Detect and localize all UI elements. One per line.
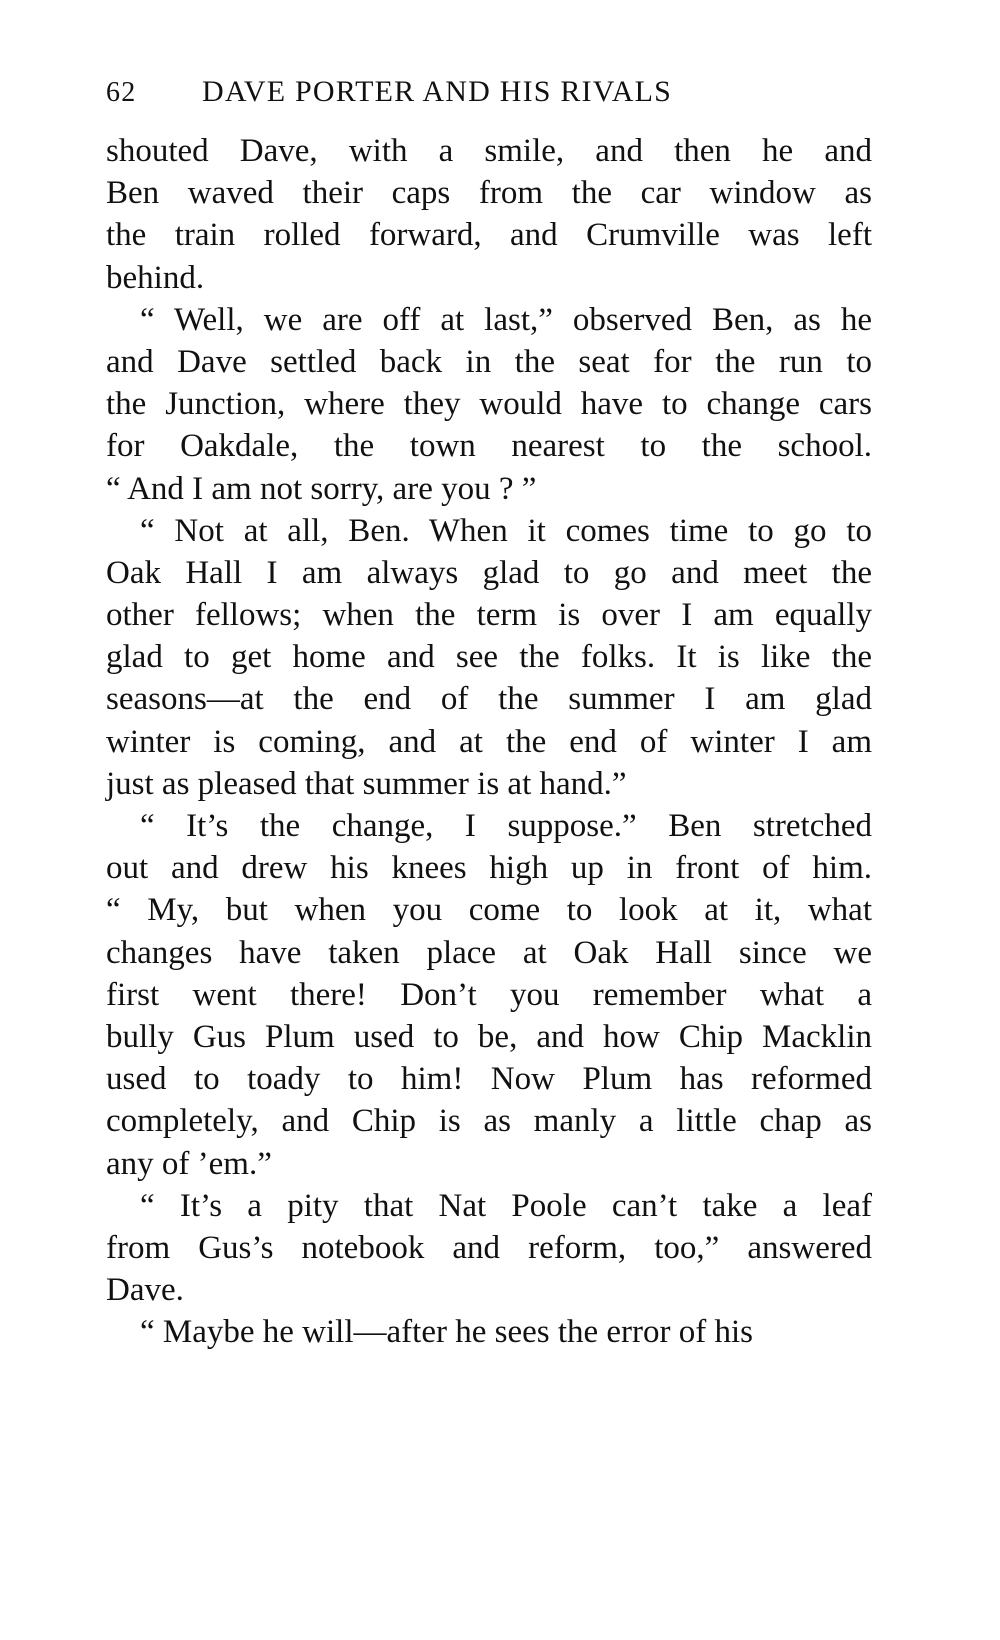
paragraph — [106, 130, 872, 299]
text-line: “ Well, we are off at last,” observed Ben, as he — [140, 301, 872, 338]
paragraph — [106, 805, 872, 1185]
text-line: first went there! Don’t you remember what a — [106, 976, 872, 1013]
text-line: the train rolled forward, and Crumville was left — [106, 217, 872, 254]
text-line: completely, and Chip is as manly a little chap as — [106, 1103, 872, 1140]
book-page — [106, 70, 872, 1353]
text-line: “ Not at all, Ben. When it comes time to go to — [140, 512, 872, 549]
text-line: changes have taken place at Oak Hall since we — [106, 934, 872, 971]
text-line: behind. — [106, 259, 205, 296]
text-line: Oak Hall I am always glad to go and meet the — [106, 554, 872, 591]
text-line: and Dave settled back in the seat for the run to — [106, 343, 872, 380]
text-line: seasons—at the end of the summer I am glad — [106, 681, 872, 718]
running-title: DAVE PORTER AND HIS RIVALS — [202, 75, 673, 108]
text-line: any of ’em.” — [106, 1145, 272, 1182]
paragraph — [106, 299, 872, 510]
text-line: other fellows; when the term is over I am equally — [106, 597, 872, 634]
paragraph — [106, 1311, 872, 1353]
text-line: used to toady to him! Now Plum has reformed — [106, 1061, 872, 1098]
text-line: for Oakdale, the town nearest to the school. — [106, 428, 872, 465]
text-line: “ My, but when you come to look at it, what — [106, 892, 872, 929]
text-line: Dave. — [106, 1272, 184, 1309]
text-line: “ Maybe he will—after he sees the error of his — [140, 1314, 754, 1351]
text-line: out and drew his knees high up in front of him. — [106, 850, 872, 887]
page-number: 62 — [106, 77, 137, 108]
paragraph — [106, 1185, 872, 1312]
text-line: “ It’s a pity that Nat Poole can’t take a leaf — [140, 1187, 872, 1224]
text-line: the Junction, where they would have to change cars — [106, 386, 872, 423]
text-line: “ And I am not sorry, are you ? ” — [106, 470, 537, 507]
text-line: winter is coming, and at the end of winter I am — [106, 723, 872, 760]
text-line: just as pleased that summer is at hand.” — [106, 765, 627, 802]
text-line: Ben waved their caps from the car window as — [106, 175, 872, 212]
text-line: bully Gus Plum used to be, and how Chip Macklin — [106, 1018, 872, 1055]
running-head — [106, 70, 872, 114]
text-line: “ It’s the change, I suppose.” Ben stretched — [140, 808, 872, 844]
body-text — [106, 130, 872, 1353]
text-line: shouted Dave, with a smile, and then he and — [106, 133, 872, 169]
paragraph — [106, 510, 872, 805]
text-line: glad to get home and see the folks. It is like the — [106, 639, 872, 676]
text-line: from Gus’s notebook and reform, too,” answered — [106, 1229, 872, 1266]
